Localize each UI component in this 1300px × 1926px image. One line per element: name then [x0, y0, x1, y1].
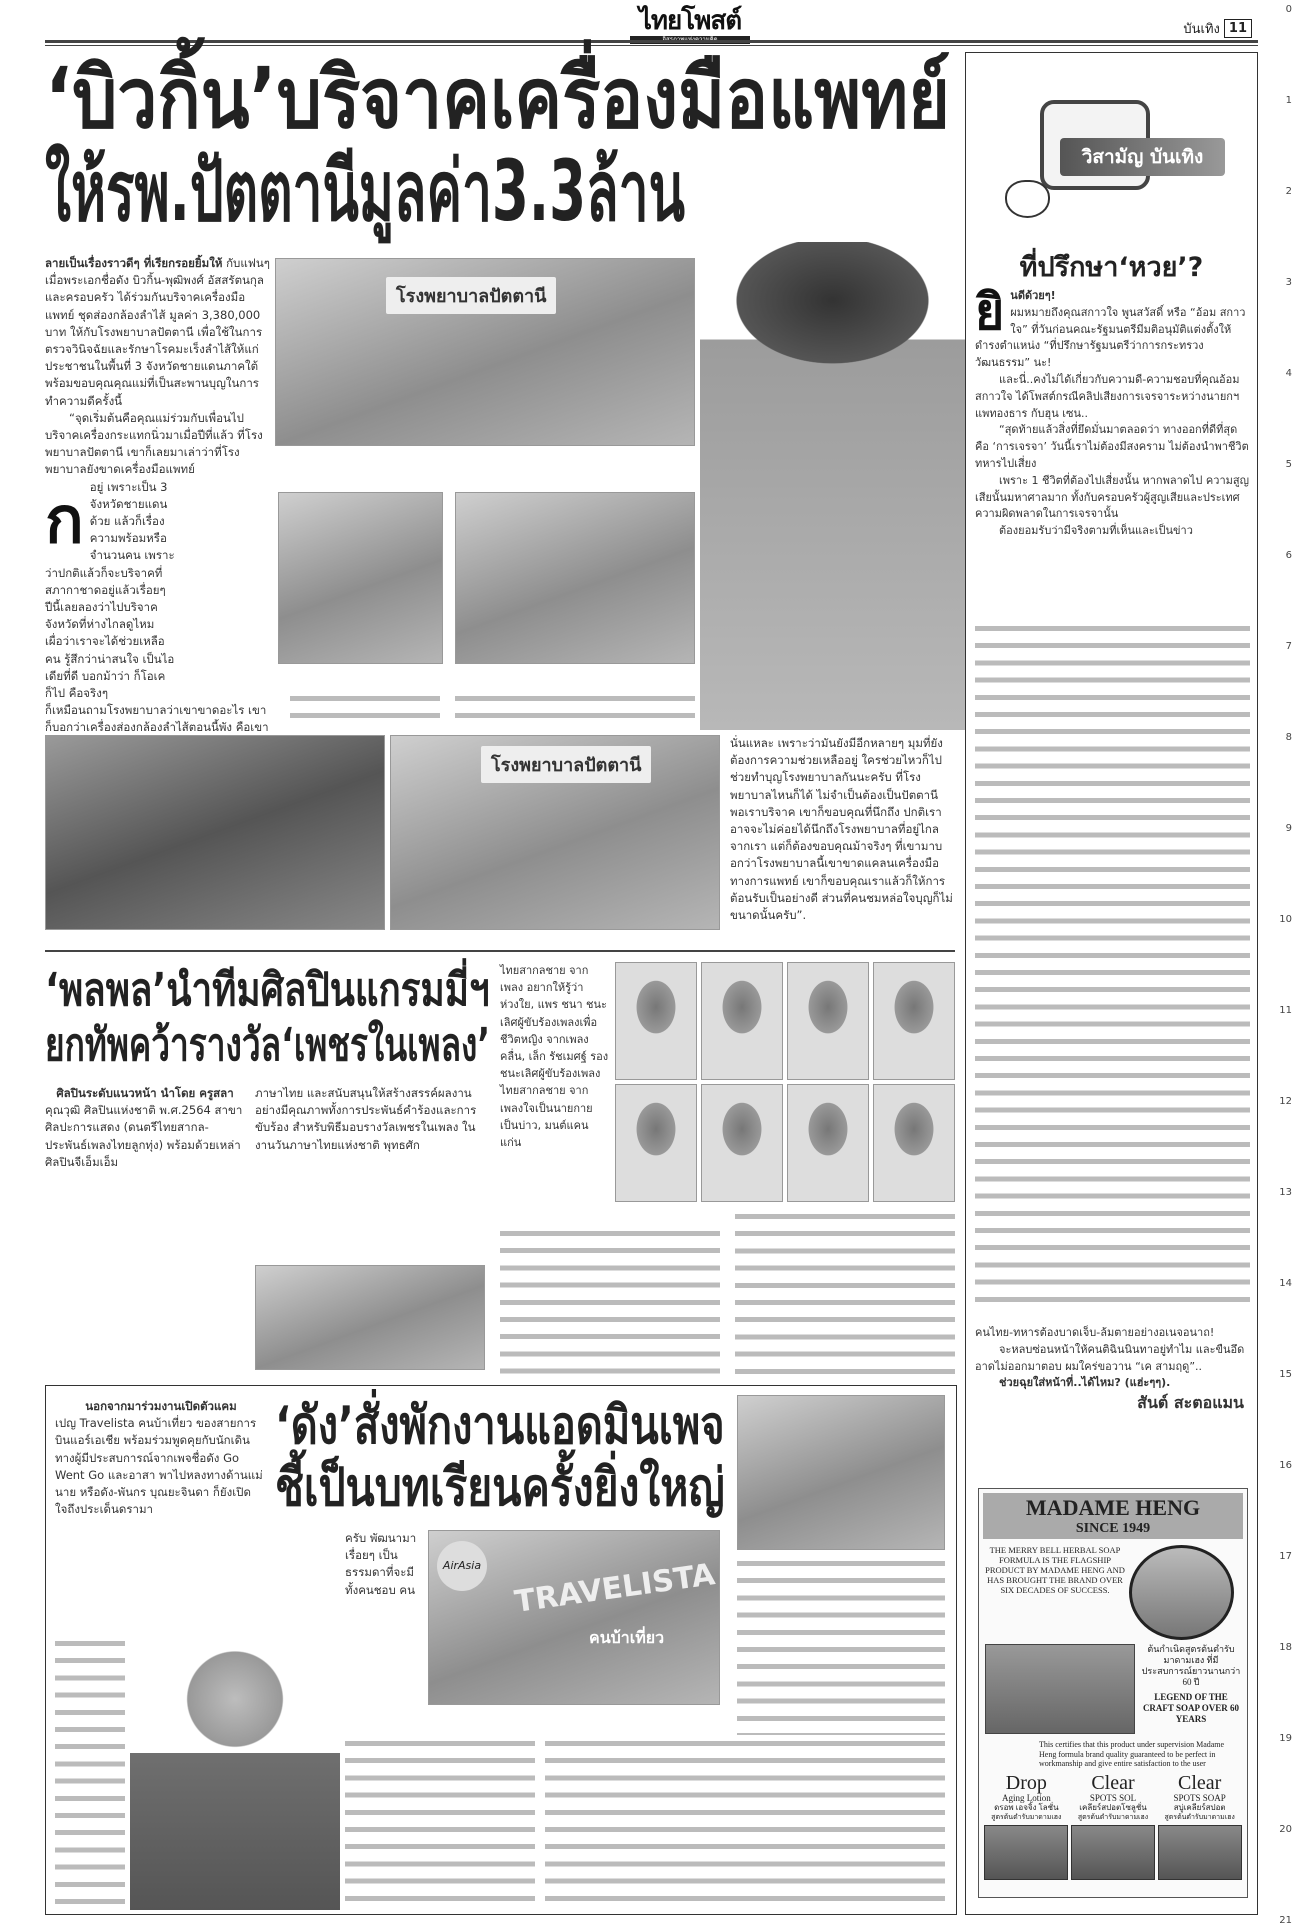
ruler-mark: 21: [1279, 1915, 1292, 1926]
ruler-mark: 10: [1279, 914, 1292, 925]
story2-body-col3: ไทยสากลชาย จากเพลง อยากให้รู้ว่าห่วงใย, แพร ชนา ชนะเลิศผู้ขับร้องเพลงเพื่อชีวิตหญิง จากเพลง คลื่น, เล็ก รัชเมศฐ์ รองชนะเลิศผู้ขับร้องเพลงไทยสากลชาย จากเพลงใจเป็นนายกายเป็นบ่าว, มนต์แคน แก่น: [500, 964, 609, 1150]
header-rule: [45, 40, 1258, 43]
story1-headline-line2: ให้รพ.ปัตตานีมูลค่า3.3ล้าน: [45, 142, 685, 240]
product-box-image: [1158, 1825, 1242, 1880]
ruler-mark: 7: [1285, 641, 1292, 652]
ruler-mark: 2: [1285, 186, 1292, 197]
theater-masks-icon: [1005, 180, 1050, 218]
artist-portrait: [615, 1084, 697, 1202]
column-ending: คนไทย-ทหารต้องบาดเจ็บ-ล้มตายอย่างอเนจอนาถ! จะหลบซ่อนหน้าให้คนติฉินนินทาอยู่ทำไม และขืนอึดอาดไม่ออกมาตอบ ผมใคร่ขอวาน “เค สามฤดู”.. ช่วยฉุยใส่หน้าที่..ได้ไหม? (แฮ่ะๆๆ). สันต์ สะตอแมน: [975, 1325, 1250, 1414]
column-byline: สันต์ สะตอแมน: [1137, 1393, 1244, 1413]
artist-portrait: [615, 962, 697, 1080]
story2-body-col2: ภาษาไทย และสนับสนุนให้สร้างสรรค์ผลงานอย่างมีคุณภาพทั้งการประพันธ์คำร้องและการขับร้อง สำหรับพิธีมอบรางวัลเพชรในเพลง ใน งานวันภาษาไทยแห่งชาติ พุทธศัก: [255, 1086, 477, 1152]
story1-headline-line1: ‘บิวกิ้น’บริจาคเครื่องมือแพทย์: [45, 49, 951, 147]
ruler-mark: 12: [1279, 1096, 1292, 1107]
column-body: ยิ นดีด้วยๆ! ผมหมายถึงคุณสกาวใจ พูนสวัสดิ์ หรือ “อ้อม สกาวใจ” ที่วันก่อนคณะรัฐมนตรีมีมติอนุมัติแต่งตั้งให้ดำรงตำแหน่ง “ที่ปรึกษารัฐมนตรีว่าการกระทรวงวัฒนธรรม” นะ! และนี่..คงไม่ได้เกี่ยวกับความดี-ความชอบที่คุณอ้อม สกาวใจ ได้โพสต์กรณีคลิปเสียงการเจรจาระหว่างนายกฯ แพทองธาร กับฮุน เซน.. “สุดท้ายแล้วสิ่งที่ยึดมั่นมาตลอดว่า ทางออกที่ดีที่สุดคือ ‘การเจรจา’ วันนี้เราไม่ต้องมีสงคราม ไม่ต้องนำพาชีวิตทหารไปเสี่ยง เพราะ 1 ชีวิตที่ต้องไปเสี่ยงนั้น หากพลาดไป ความสูญเสียนั้นมหาศาลมาก ทั้งกับครอบครัวผู้สูญเสียและประเทศ ความผิดพลาดในการเจรจานั้น ต้องยอมรับว่ามีจริงตามที่เห็นและเป็นข่าว: [975, 283, 1249, 538]
story3-headline-line1: ‘ดัง’สั่งพักงานแอดมินเพจ: [275, 1396, 725, 1456]
story1-body-col1: ก ลายเป็นเรื่องราวดีๆ ที่เรียกรอยยิ้มให้ กับแฟนๆ เมื่อพระเอกชื่อดัง บิวกิ้น-พุฒิพงศ์ อัสสรัตนกุล และครอบครัว ได้ร่วมกันบริจาคเครื่องมือแพทย์ ชุดส่องกล้องลำไส้ มูลค่า 3,380,000 บาท ให้กับโรงพยาบาลปัตตานี เพื่อใช้ในการตรวจวินิจฉัยและรักษาโรคมะเร็งลำไส้ให้แก่ประชาชนในพื้นที่ 3 จังหวัดชายแดนภาคใต้ พร้อมขอบคุณคุณแม่ที่เป็นสะพานบุญในการทำความดีครั้งนี้ “จุดเริ่มต้นคือคุณแม่ร่วมกับเพื่อนไปบริจาคเครื่องกระแทกนิ่วมาเมื่อปีที่แล้ว ที่โรงพยาบาลปัตตานี เขาก็เลยมาเล่าว่าที่โรงพยาบาลยังขาดเครื่องมือแพทย์ อยู่ เพราะเป็น 3 จังหวัดชายแดนด้วย แล้วก็เรื่องความพร้อมหรือจำนวนคน เพราะว่าปกติแล้วก็จะบริจาคที่สภากาชาดอยู่แล้วเรื่อยๆ ปีนี้เลยลองว่าไปบริจาคจังหวัดที่ห่างไกลดูไหม เผื่อว่าเราจะได้ช่วยเหลือคน รู้สึกว่าน่าสนใจ เป็นไอเดียที่ดี บอกม้าว่า ก็โอเค ก็ไป คือจริงๆ ก็เหมือนถามโรงพยาบาลว่าเขาขาดอะไร เขาก็บอกว่าเครื่องส่องกล้องลำไส้ตอนนี้พัง คือเขา: [45, 255, 270, 737]
ruler-mark: 4: [1285, 368, 1292, 379]
ruler-mark: 8: [1285, 732, 1292, 743]
photo-group-indoor: [278, 492, 443, 664]
artist-portrait: [873, 1084, 955, 1202]
story1-body-end: นั่นแหละ เพราะว่ามันยังมีอีกหลายๆ มุมที่ยังต้องการความช่วยเหลืออยู่ ใครช่วยไหวก็ไปช่วยทำบุญโรงพยาบาลกันนะครับ ที่โรงพยาบาลไหนก็ได้ ไม่จำเป็นต้องเป็นปัตตานี พอเราบริจาค เขาก็ขอบคุณที่นึกถึง ปกติเราอาจจะไม่ค่อยได้นึกถึงโรงพยาบาลที่อยู่ไกลจากเรา แต่ก็ต้องขอบคุณม้าจริงๆ ที่เขามาบอกว่าโรงพยาบาลนี้เขาขาดแคลนเครื่องมือทางการแพทย์ เขาก็ขอบคุณเราแล้วก็ให้การต้อนรับเป็นอย่างดี ส่วนที่คนชมหล่อใจบุญก็ไม่ขนาดนั้นครับ”.: [730, 736, 953, 923]
ruler-mark: 18: [1279, 1642, 1292, 1653]
column-logo-art: วิสามัญ บันเทิง: [1000, 70, 1230, 220]
story1-body-narrow: อยู่ เพราะเป็น 3 จังหวัดชายแดนด้วย แล้วก็เรื่องความพร้อมหรือจำนวนคน เพราะว่าปกติแล้วก็จะบริจาคที่สภากาชาดอยู่แล้วเรื่อยๆ ปีนี้เลยลองว่าไปบริจาคจังหวัดที่ห่างไกลดูไหม เผื่อว่าเราจะได้ช่วยเหลือคน รู้สึกว่าน่าสนใจ เป็นไอเดียที่ดี บอกม้าว่า ก็โอเค ก็ไป คือจริงๆ: [45, 479, 175, 701]
ruler-mark: 13: [1279, 1187, 1292, 1198]
artist-portraits-grid: [615, 962, 955, 1202]
ad-product: Drop Aging Lotion ดรอพ เอจจิ้ง โลชั่น สูตรต้นตำรับมาดามเฮง: [984, 1773, 1068, 1880]
story3-headline-line2: ชี้เป็นบทเรียนครั้งยิ่งใหญ่: [275, 1458, 725, 1518]
ruler-mark: 11: [1279, 1005, 1292, 1016]
story3-body-col1: นอกจากมาร่วมงานเปิดตัวแคม เปญ Travelista คนบ้าเที่ยว ของสายการบินแอร์เอเชีย พร้อมร่วมพูดคุยกับนักเดินทางผู้มีประสบการณ์จากเพจชื่อดัง Go Went Go และอาสา พาไปหลงทางด้านแม่นาย หรือดัง-พันกร บุณยะจินดา ก็ยังเปิดใจถึงประเด็นดรามา: [55, 1399, 263, 1517]
ruler-mark: 15: [1279, 1369, 1292, 1380]
text-lines: [290, 690, 440, 724]
dropcap: ก: [45, 484, 84, 558]
ruler-mark: 14: [1279, 1278, 1292, 1289]
shop-photo: [1129, 1545, 1234, 1640]
text-lines: [735, 1208, 955, 1378]
photo-award-stage: [255, 1265, 485, 1370]
photo-medical-equipment: [45, 735, 385, 930]
ruler-mark: 17: [1279, 1551, 1292, 1562]
text-lines: [975, 620, 1250, 1310]
artist-portrait: [787, 1084, 869, 1202]
text-lines: [55, 1635, 125, 1905]
story-divider: [45, 950, 955, 952]
ruler-mark: 9: [1285, 823, 1292, 834]
newspaper-logo: ไทยโพสต์: [630, 6, 750, 44]
ruler-mark: 16: [1279, 1460, 1292, 1471]
text-lines: [345, 1735, 535, 1905]
artist-portrait: [787, 962, 869, 1080]
photo-dang-portrait: [130, 1625, 340, 1910]
photo-hospital-group: โรงพยาบาลปัตตานี: [275, 258, 695, 446]
travelista-banner: TRAVELISTA: [512, 1557, 718, 1620]
ruler-mark: 20: [1279, 1824, 1292, 1835]
story2-headline-line1: ‘พลพล’นำทีมศิลปินแกรมมี่ฯ: [45, 963, 490, 1016]
photo-donation-check: โรงพยาบาลปัตตานี: [390, 735, 720, 930]
ruler-mark: 19: [1279, 1733, 1292, 1744]
text-lines: [500, 1225, 720, 1375]
airasia-logo: AirAsia: [437, 1541, 487, 1591]
soap-box-image: [985, 1644, 1135, 1734]
story2-headline-line2: ยกทัพคว้ารางวัล‘เพชรในเพลง’: [45, 1018, 491, 1071]
section-label: บันเทิง 11: [1183, 18, 1252, 39]
ruler-mark: 0: [1285, 4, 1292, 15]
story3-body-col2: ครับ พัฒนามาเรื่อยๆ เป็นธรรมดาที่จะมีทั้งคนชอบ คน: [345, 1531, 417, 1597]
text-lines: [455, 690, 695, 724]
text-lines: [545, 1735, 945, 1905]
artist-portrait: [701, 1084, 783, 1202]
story2-body-col1: ศิลปินระดับแนวหน้า นำโดย ครูสลา คุณวุฒิ ศิลปินแห่งชาติ พ.ศ.2564 สาขาศิลปะการแสดง (ดนตรีไทยสากล-ประพันธ์เพลงไทยลูกทุ่ง) พร้อมด้วยเหล่าศิลปินจีเอ็มเอ็ม: [45, 1086, 243, 1169]
ruler-mark: 1: [1285, 95, 1292, 106]
photo-ceremony: [455, 492, 695, 664]
madame-heng-ad: MADAME HENG SINCE 1949 THE MERRY BELL HERBAL SOAP FORMULA IS THE FLAGSHIP PRODUCT BY MADAME HENG AND HAS BROUGHT THE BRAND OVER SIX DECADES OF SUCCESS. ต้นกำเนิดสูตรต้นตำรับ มาดามเฮง ที่มีประสบการณ์ยาวนานกว่า 60 ปี LEGEND OF THE CRAFT SOAP OVER 60 YEARS This certifies that this product under supervision Madame Heng formula brand quality guaranteed to be perfect in workmanship and give entire satisfaction to the user Drop Aging Lotion ดรอพ เอจจิ้ง โลชั่น สูตรต้นตำรับมาดามเฮง Clear SPOTS SOL เคลียร์สปอตโซลูชั่น สูตรต้นตำรับมาดามเฮง Clear SPOTS SOAP สบู่เคลียร์สปอต สูตรต้นตำรับมาดามเฮง: [978, 1488, 1248, 1898]
product-box-image: [1071, 1825, 1155, 1880]
story1-body-tail: ก็เหมือนถามโรงพยาบาลว่าเขาขาดอะไร เขาก็บอกว่าเครื่องส่องกล้องลำไส้ตอนนี้พัง คือเขา: [45, 703, 269, 735]
photo-stage-talk: [737, 1395, 945, 1550]
product-box-image: [984, 1825, 1068, 1880]
photo-travelista-event: AirAsia TRAVELISTA คนบ้าเที่ยว: [428, 1530, 720, 1705]
column-title: ที่ปรึกษา‘หวย’?: [1019, 252, 1204, 283]
ruler-mark: 6: [1285, 550, 1292, 561]
ruler-mark: 5: [1285, 459, 1292, 470]
ruler-mark: 3: [1285, 277, 1292, 288]
header-rule: [45, 45, 1258, 46]
ad-product: Clear SPOTS SOAP สบู่เคลียร์สปอต สูตรต้นตำรับมาดามเฮง: [1158, 1773, 1242, 1880]
photo-bewkin-portrait: [700, 242, 965, 730]
artist-portrait: [701, 962, 783, 1080]
page-number: 11: [1224, 19, 1252, 38]
artist-portrait: [873, 962, 955, 1080]
ad-product: Clear SPOTS SOL เคลียร์สปอตโซลูชั่น สูตรต้นตำรับมาดามเฮง: [1071, 1773, 1155, 1880]
